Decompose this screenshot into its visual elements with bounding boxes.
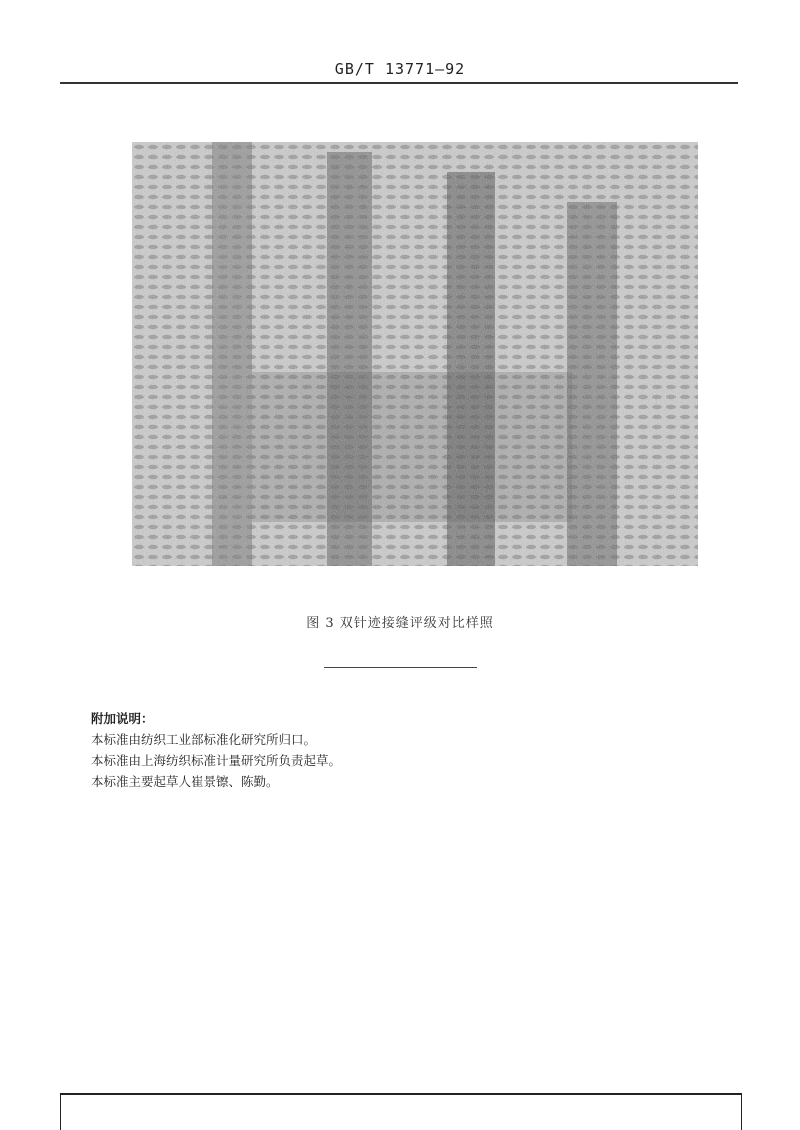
note-line: 本标准由纺织工业部标准化研究所归口。 (91, 732, 317, 747)
standard-number: GB/T 13771—92 (334, 60, 466, 78)
figure-caption: 图 3 双针迹接缝评级对比样照 (306, 616, 494, 631)
photo-texture (132, 142, 698, 566)
page-bottom-frame (60, 1093, 742, 1130)
note-line: 本标准由上海纺织标准计量研究所负责起草。 (91, 753, 342, 768)
caption-rule (324, 667, 477, 668)
note-line: 本标准主要起草人崔景镲、陈勤。 (91, 774, 279, 789)
additional-notes (91, 708, 731, 792)
seam-rating-comparison-photo (132, 142, 698, 566)
notes-heading: 附加说明： (91, 711, 154, 726)
header-rule (60, 82, 738, 84)
